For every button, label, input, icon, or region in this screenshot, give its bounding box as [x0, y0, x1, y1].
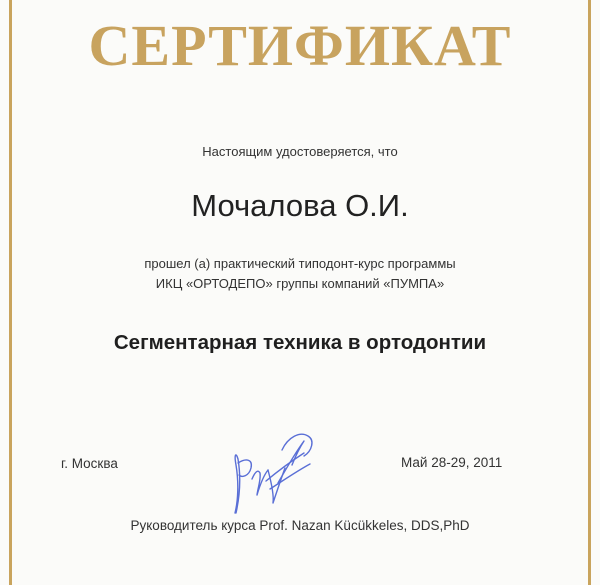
course-description-line-2: ИКЦ «ОРТОДЕПО» группы компаний «ПУМПА» [155, 276, 445, 291]
course-title: Сегментарная техника в ортодонтии [113, 331, 487, 354]
certificate-title: СЕРТИФИКАТ [88, 13, 512, 78]
right-gold-border [588, 0, 591, 585]
recipient-name: Мочалова О.И. [191, 188, 409, 223]
left-gold-border [9, 0, 12, 585]
course-description-line-1: прошел (а) практический типодонт-курс программы [144, 256, 456, 271]
city: г. Москва [61, 456, 118, 471]
certify-text: Настоящим удостоверяется, что [202, 144, 398, 159]
signature-icon [222, 425, 322, 520]
course-director: Руководитель курса Prof. Nazan Kücükkeles, DDS,PhD [130, 518, 470, 533]
course-date: Май 28-29, 2011 [401, 455, 503, 470]
